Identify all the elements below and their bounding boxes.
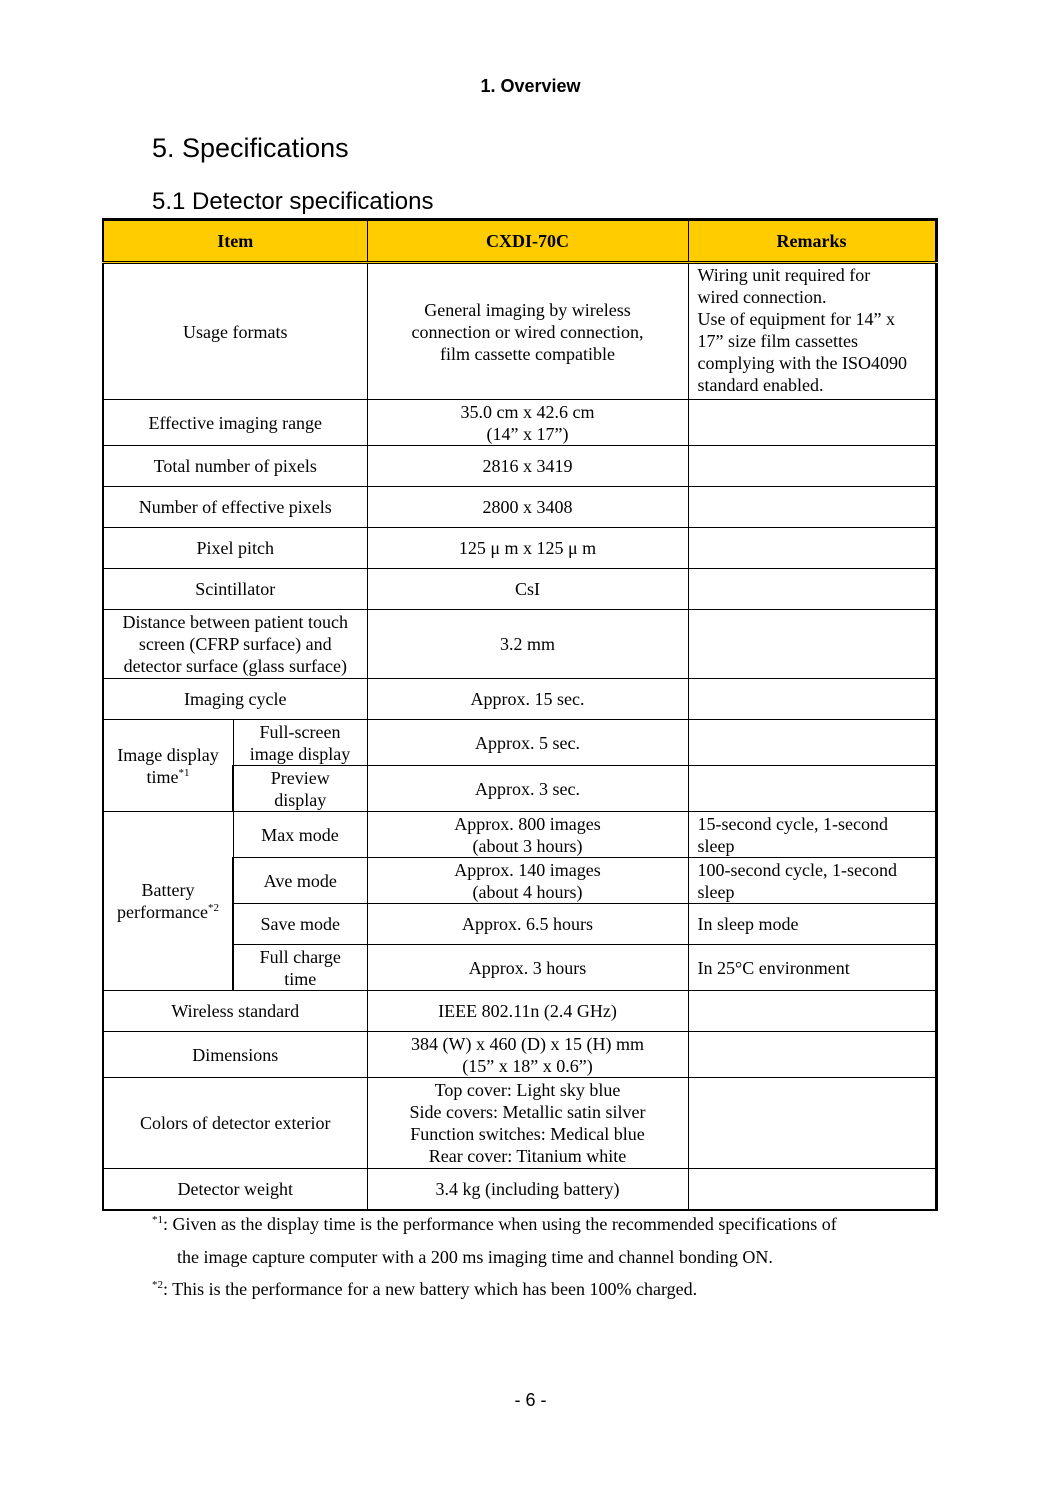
value-cell: IEEE 802.11n (2.4 GHz)	[367, 991, 688, 1032]
remark-cell	[688, 720, 936, 766]
remark-line: sleep	[697, 881, 735, 902]
remark-cell	[688, 528, 936, 569]
value-line: connection or wired connection,	[411, 321, 644, 342]
table-row	[103, 812, 936, 858]
value-line: (about 4 hours)	[472, 881, 583, 902]
remark-cell	[688, 569, 936, 610]
value-line: (14” x 17”)	[486, 423, 569, 444]
value-cell: 125 μ m x 125 μ m	[367, 528, 688, 569]
sub-item-cell	[233, 766, 367, 812]
footnote-1-mark: *1	[152, 1214, 163, 1226]
remark-cell	[688, 446, 936, 487]
value-line: Approx. 800 images	[454, 813, 601, 834]
item-line-text: performance	[117, 902, 208, 922]
sub-item-line: Full-screen	[259, 721, 341, 742]
remark-cell	[688, 1078, 936, 1169]
item-cell: Detector weight	[103, 1169, 367, 1210]
item-cell: Wireless standard	[103, 991, 367, 1032]
footnote-1-text: : Given as the display time is the performance when using the recommended specifications of	[163, 1214, 837, 1234]
sub-item-cell: Save mode	[233, 904, 367, 945]
value-cell	[367, 263, 688, 400]
page-number: - 6 -	[514, 1390, 547, 1410]
sub-item-cell	[233, 945, 367, 991]
remark-cell: In sleep mode	[688, 904, 936, 945]
table-row	[103, 263, 936, 400]
detector-spec-table	[102, 218, 938, 1211]
item-line	[110, 901, 226, 923]
footnote-1	[152, 1214, 837, 1235]
table-header-row	[103, 220, 936, 263]
remark-cell: In 25°C environment	[688, 945, 936, 991]
value-line: (15” x 18” x 0.6”)	[462, 1055, 593, 1076]
remark-line: standard enabled.	[697, 375, 824, 395]
item-cell: Imaging cycle	[103, 679, 367, 720]
value-cell: Approx. 6.5 hours	[367, 904, 688, 945]
value-cell: 2800 x 3408	[367, 487, 688, 528]
value-line: Function switches: Medical blue	[410, 1124, 645, 1144]
running-header: 1. Overview	[480, 76, 581, 96]
value-line: film cassette compatible	[440, 343, 615, 364]
table-row	[103, 991, 936, 1032]
table-row	[103, 1169, 936, 1210]
remark-cell	[688, 487, 936, 528]
item-line: Image display	[117, 744, 219, 765]
table-row	[103, 569, 936, 610]
footnote-mark: *2	[207, 902, 219, 914]
item-cell: Number of effective pixels	[103, 487, 367, 528]
remark-cell	[688, 263, 936, 400]
section-title: 5. Specifications	[152, 133, 349, 163]
footnote-1-continued: the image capture computer with a 200 ms imaging time and channel bonding ON.	[177, 1247, 773, 1267]
value-cell: Approx. 15 sec.	[367, 679, 688, 720]
remark-line: 15-second cycle, 1-second	[697, 813, 888, 834]
remark-cell	[688, 1032, 936, 1078]
column-header-remarks: Remarks	[688, 220, 936, 263]
footnote-2-mark: *2	[152, 1279, 163, 1291]
item-line: detector surface (glass surface)	[123, 656, 347, 676]
remark-cell	[688, 812, 936, 858]
item-line: Battery	[141, 880, 195, 900]
footnote-mark: *1	[178, 766, 190, 779]
remark-line: 17” size film cassettes	[697, 331, 858, 351]
item-cell: Dimensions	[103, 1032, 367, 1078]
value-cell: CsI	[367, 569, 688, 610]
remark-line: wired connection.	[697, 287, 827, 307]
subsection-title: 5.1 Detector specifications	[152, 188, 434, 215]
item-line: Distance between patient touch	[122, 612, 348, 632]
table-row	[103, 679, 936, 720]
value-cell	[367, 1078, 688, 1169]
value-cell: Approx. 5 sec.	[367, 720, 688, 766]
column-header-model: CXDI-70C	[367, 220, 688, 263]
table-row	[103, 528, 936, 569]
item-cell: Scintillator	[103, 569, 367, 610]
item-cell: Usage formats	[103, 263, 367, 400]
table-row	[103, 487, 936, 528]
value-line: Rear cover: Titanium white	[428, 1146, 627, 1166]
item-line: screen (CFRP surface) and	[138, 634, 332, 654]
remark-line: 100-second cycle, 1-second	[697, 859, 897, 880]
remark-cell	[688, 858, 936, 904]
remark-cell	[688, 766, 936, 812]
value-cell: 2816 x 3419	[367, 446, 688, 487]
remark-line: sleep	[697, 835, 735, 856]
table-row	[103, 1078, 936, 1169]
item-cell: Total number of pixels	[103, 446, 367, 487]
table-row	[103, 610, 936, 679]
remark-cell	[688, 610, 936, 679]
value-cell: Approx. 3 sec.	[367, 766, 688, 812]
item-line-text: time	[146, 766, 179, 787]
column-header-item: Item	[103, 220, 367, 263]
item-line	[110, 766, 226, 788]
item-cell: Colors of detector exterior	[103, 1078, 367, 1169]
value-line: 35.0 cm x 42.6 cm	[460, 401, 595, 422]
table-row	[103, 400, 936, 446]
sub-item-line: display	[274, 789, 327, 810]
value-line: Side covers: Metallic satin silver	[409, 1102, 646, 1122]
value-cell	[367, 1032, 688, 1078]
sub-item-line: time	[284, 968, 317, 989]
table-row	[103, 1032, 936, 1078]
value-line: 384 (W) x 460 (D) x 15 (H) mm	[411, 1033, 644, 1054]
remark-line: Wiring unit required for	[697, 265, 871, 285]
item-cell	[103, 812, 233, 991]
remark-cell	[688, 679, 936, 720]
value-line: General imaging by wireless	[424, 299, 631, 320]
sub-item-cell: Max mode	[233, 812, 367, 858]
table-row	[103, 446, 936, 487]
footnote-2	[152, 1279, 697, 1300]
remark-line: Use of equipment for 14” x	[697, 309, 895, 329]
item-cell: Pixel pitch	[103, 528, 367, 569]
value-cell	[367, 858, 688, 904]
value-cell	[367, 812, 688, 858]
remark-cell	[688, 991, 936, 1032]
table-row	[103, 720, 936, 766]
remark-cell	[688, 400, 936, 446]
item-cell	[103, 720, 233, 812]
value-line: Approx. 140 images	[454, 859, 601, 880]
remark-cell	[688, 1169, 936, 1210]
footnote-2-text: : This is the performance for a new battery which has been 100% charged.	[163, 1279, 698, 1299]
value-line: Top cover: Light sky blue	[434, 1080, 621, 1100]
value-cell: 3.4 kg (including battery)	[367, 1169, 688, 1210]
sub-item-cell: Ave mode	[233, 858, 367, 904]
sub-item-line: Full charge	[259, 946, 341, 967]
remark-line: complying with the ISO4090	[697, 353, 908, 373]
value-cell: 3.2 mm	[367, 610, 688, 679]
sub-item-cell	[233, 720, 367, 766]
item-cell	[103, 610, 367, 679]
sub-item-line: image display	[249, 743, 351, 764]
value-cell	[367, 400, 688, 446]
value-line: (about 3 hours)	[472, 835, 583, 856]
value-cell: Approx. 3 hours	[367, 945, 688, 991]
item-cell: Effective imaging range	[103, 400, 367, 446]
sub-item-line: Preview	[270, 767, 330, 788]
